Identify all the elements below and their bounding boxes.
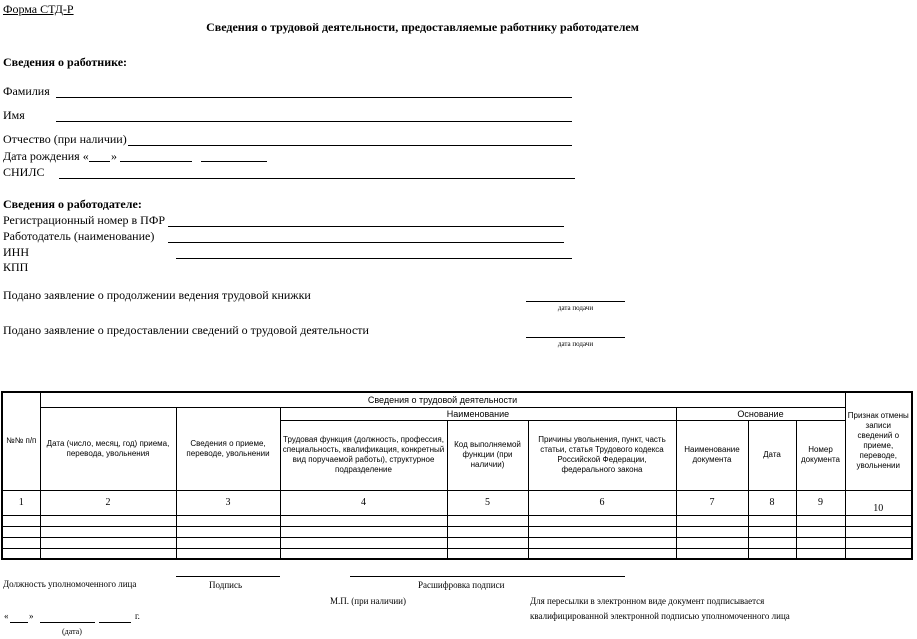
employer-name-field[interactable] xyxy=(168,242,564,243)
info-statement-date-field[interactable] xyxy=(526,337,625,338)
table-cell[interactable] xyxy=(280,515,447,526)
table-cell[interactable] xyxy=(2,537,40,548)
birth-date-close-quote: » xyxy=(111,149,117,163)
table-cell[interactable] xyxy=(528,526,676,537)
table-cell[interactable] xyxy=(176,548,280,559)
col-number-5: 5 xyxy=(447,490,528,515)
col-group-header: Сведения о трудовой деятельности xyxy=(40,392,845,407)
name-field[interactable] xyxy=(56,121,572,122)
table-row xyxy=(2,537,912,548)
electronic-signature-note-line1: Для пересылки в электронном виде документ подписывается xyxy=(530,596,765,606)
info-statement-date-caption: дата подачи xyxy=(557,340,594,348)
table-cell[interactable] xyxy=(447,526,528,537)
col-group-basis: Основание xyxy=(676,407,845,420)
table-cell[interactable] xyxy=(447,537,528,548)
table-cell[interactable] xyxy=(796,526,845,537)
year-suffix: г. xyxy=(135,611,140,621)
table-cell[interactable] xyxy=(2,515,40,526)
table-cell[interactable] xyxy=(748,537,796,548)
table-cell[interactable] xyxy=(40,526,176,537)
table-cell[interactable] xyxy=(796,537,845,548)
name-label: Имя xyxy=(3,108,25,122)
col-number-9: 9 xyxy=(796,490,845,515)
birth-day-field[interactable] xyxy=(89,161,110,162)
employer-name-label: Работодатель (наименование) xyxy=(3,229,155,243)
col-header-code: Код выполняемой функции (при наличии) xyxy=(447,420,528,490)
date-day-field[interactable] xyxy=(10,622,28,623)
col-number-10: 10 xyxy=(845,490,912,515)
table-cell[interactable] xyxy=(2,548,40,559)
authorized-position-label: Должность уполномоченного лица xyxy=(3,579,137,589)
col-header-doc-number: Номер документа xyxy=(796,420,845,490)
col-header-info: Сведения о приеме, переводе, увольнении xyxy=(176,407,280,490)
inn-label: ИНН xyxy=(3,245,29,259)
work-activity-table xyxy=(1,391,913,560)
col-group-name: Наименование xyxy=(280,407,676,420)
table-cell[interactable] xyxy=(176,526,280,537)
signature-field[interactable] xyxy=(176,576,280,577)
col-number-4: 4 xyxy=(280,490,447,515)
col-number-3: 3 xyxy=(176,490,280,515)
patronymic-label: Отчество (при наличии) xyxy=(3,132,127,146)
workbook-statement-date-field[interactable] xyxy=(526,301,625,302)
signature-decoding-field[interactable] xyxy=(350,576,625,577)
table-cell[interactable] xyxy=(447,548,528,559)
col-number-2: 2 xyxy=(40,490,176,515)
employer-heading: Сведения о работодателе: xyxy=(3,197,142,211)
table-cell[interactable] xyxy=(40,515,176,526)
table-cell[interactable] xyxy=(40,548,176,559)
pfr-number-field[interactable] xyxy=(168,226,564,227)
col-number-8: 8 xyxy=(748,490,796,515)
table-cell[interactable] xyxy=(528,515,676,526)
date-year-field[interactable] xyxy=(99,622,131,623)
surname-field[interactable] xyxy=(56,97,572,98)
table-cell[interactable] xyxy=(676,548,748,559)
table-cell[interactable] xyxy=(676,526,748,537)
patronymic-field[interactable] xyxy=(128,145,572,146)
form-code: Форма СТД-Р xyxy=(3,2,74,16)
birth-date-label: Дата рождения « xyxy=(3,149,89,163)
table-row xyxy=(2,526,912,537)
workbook-statement-date-caption: дата подачи xyxy=(557,304,594,312)
table-cell[interactable] xyxy=(748,526,796,537)
table-cell[interactable] xyxy=(176,515,280,526)
table-row xyxy=(2,515,912,526)
col-number-1: 1 xyxy=(2,490,40,515)
table-cell[interactable] xyxy=(528,548,676,559)
employee-heading: Сведения о работнике: xyxy=(3,55,128,69)
date-month-field[interactable] xyxy=(40,622,95,623)
table-cell[interactable] xyxy=(676,515,748,526)
table-cell[interactable] xyxy=(845,537,912,548)
table-cell[interactable] xyxy=(528,537,676,548)
table-cell[interactable] xyxy=(676,537,748,548)
table-cell[interactable] xyxy=(280,548,447,559)
date-caption: (дата) xyxy=(62,627,82,636)
table-cell[interactable] xyxy=(748,515,796,526)
table-cell[interactable] xyxy=(845,515,912,526)
table-cell[interactable] xyxy=(447,515,528,526)
table-cell[interactable] xyxy=(796,515,845,526)
col-header-reasons: Причины увольнения, пункт, часть статьи, статья Трудового кодекса Российской Федерации, федерального закона xyxy=(528,420,676,490)
table-cell[interactable] xyxy=(845,526,912,537)
date-open-quote: « xyxy=(4,611,9,621)
table-row xyxy=(2,548,912,559)
birth-month-field[interactable] xyxy=(120,161,192,162)
col-header-doc-name: Наименование документа xyxy=(676,420,748,490)
col-number-7: 7 xyxy=(676,490,748,515)
col-header-num: №№ п/п xyxy=(2,392,40,490)
table-cell[interactable] xyxy=(280,537,447,548)
snils-label: СНИЛС xyxy=(3,165,45,179)
signature-label: Подпись xyxy=(209,580,243,590)
workbook-statement: Подано заявление о продолжении ведения трудовой книжки xyxy=(3,288,311,302)
surname-label: Фамилия xyxy=(3,84,50,98)
table-cell[interactable] xyxy=(796,548,845,559)
table-cell[interactable] xyxy=(845,548,912,559)
kpp-label: КПП xyxy=(3,260,29,274)
table-cell[interactable] xyxy=(40,537,176,548)
birth-year-field[interactable] xyxy=(201,161,267,162)
col-header-cancel: Признак отмены записи сведений о приеме, переводе, увольнении xyxy=(845,392,912,490)
table-cell[interactable] xyxy=(748,548,796,559)
table-cell[interactable] xyxy=(176,537,280,548)
col-header-date: Дата (число, месяц, год) приема, перевода, увольнения xyxy=(40,407,176,490)
col-number-6: 6 xyxy=(528,490,676,515)
info-statement: Подано заявление о предоставлении сведений о трудовой деятельности xyxy=(3,323,369,337)
table-cell[interactable] xyxy=(2,526,40,537)
inn-field[interactable] xyxy=(176,258,572,259)
snils-field[interactable] xyxy=(59,178,575,179)
page-title: Сведения о трудовой деятельности, предоставляемые работнику работодателем xyxy=(206,20,639,34)
stamp-label: М.П. (при наличии) xyxy=(330,596,406,606)
electronic-signature-note-line2: квалифицированной электронной подписью уполномоченного лица xyxy=(530,611,790,621)
col-header-function: Трудовая функция (должность, профессия, специальность, квалификация, конкретный вид поручаемой работы), структурное подразделение xyxy=(280,420,447,490)
table-cell[interactable] xyxy=(280,526,447,537)
col-header-doc-date: Дата xyxy=(748,420,796,490)
signature-decoding-label: Расшифровка подписи xyxy=(418,580,505,590)
pfr-number-label: Регистрационный номер в ПФР xyxy=(3,213,165,227)
date-close-quote: » xyxy=(29,611,34,621)
